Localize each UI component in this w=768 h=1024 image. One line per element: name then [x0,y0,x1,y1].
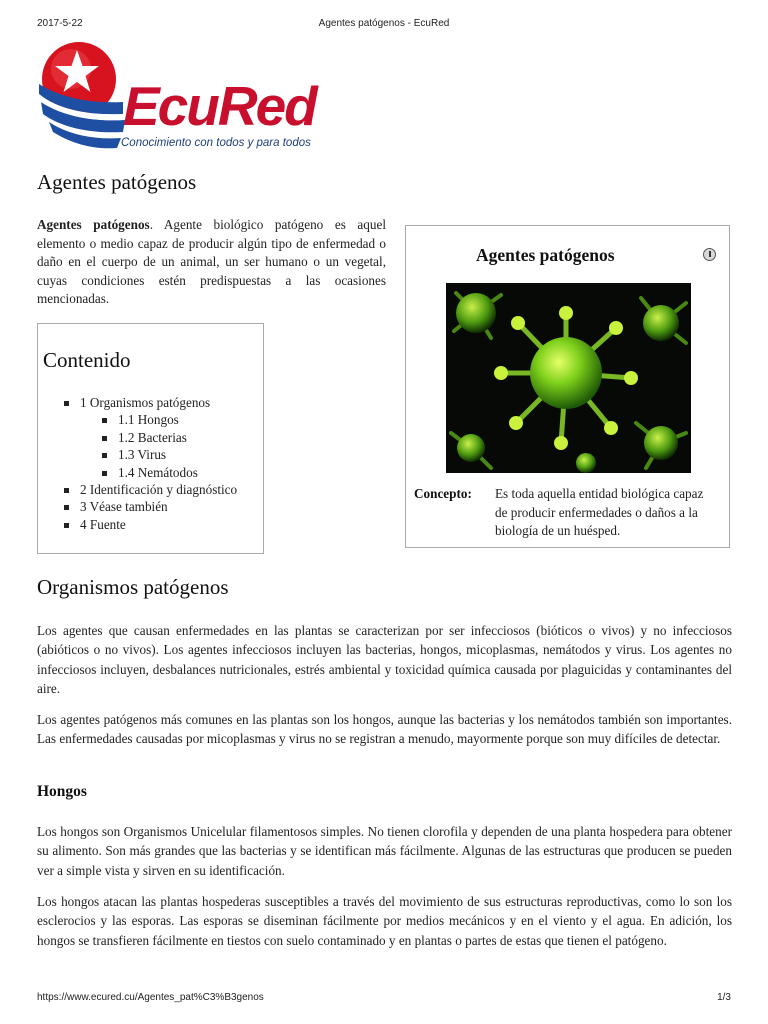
cuban-flag-sphere-icon [37,36,132,154]
infobox-title: Agentes patógenos [476,245,615,265]
infobox-concept-value: Es toda aquella entidad biológica capaz de producir enfermedades o daños a la biología de un huésped. [495,486,704,538]
virus-image[interactable] [446,283,691,473]
toc-item-hongos[interactable]: 1.1 Hongos [102,411,237,428]
toc-item-nematodos[interactable]: 1.4 Nemátodos [102,464,237,481]
section-title-organismos: Organismos patógenos [37,575,229,599]
page-title: Agentes patógenos [37,170,197,194]
table-of-contents [37,323,264,554]
infobox [405,225,730,548]
paragraph-hongos-2: Los hongos atacan las plantas hospederas susceptibles a través del movimiento de sus estructuras reproductivas, como lo son los esclerocios y las esporas. Las esporas se diseminan fácilmente por medios mecánicos y en el viento y el agua. En adición, los hongos se transfieren fácilmente en tiestos con suelo contaminado y en plantas o partes de estas que tienen el patógeno. [37,894,732,948]
logo-tagline: Conocimiento con todos y para todos [121,137,311,149]
virus-illustration [446,283,691,473]
intro-text: . Agente biológico patógeno es aquel elemento o medio capaz de producir algún tipo de enfermedad o daño en el cuerpo de un animal, un ser humano o un vegetal, cuyas condiciones estén predispuestas a las ocasiones mencionadas. [37,217,386,306]
infobox-concept-label: Concepto: [414,486,472,501]
print-date: 2017-5-22 [37,18,83,29]
toc-item-vease[interactable]: 3 Véase también [64,498,237,515]
info-icon[interactable] [703,248,716,261]
print-page-title: Agentes patógenos - EcuRed [318,18,450,29]
toc-title: Contenido [43,348,131,372]
toc-item-label[interactable]: 1 Organismos patógenos [80,395,211,410]
intro-bold-term: Agentes patógenos [37,217,150,232]
toc-list [64,394,237,533]
paragraph-hongos-1: Los hongos son Organismos Unicelular filamentosos simples. No tienen clorofila y dependen de una planta hospedera para obtener su alimento. Son más grandes que las bacterias y se identifican más fácilmente. Algunas de las estructuras que producen se pueden ver a simple vista y sirven en su identificación. [37,824,732,878]
intro-paragraph [37,216,386,309]
toc-sublist [102,411,237,481]
print-page-number: 1/3 [717,992,731,1003]
toc-item-organismos[interactable] [64,394,237,481]
toc-item-bacterias[interactable]: 1.2 Bacterias [102,429,237,446]
toc-item-virus[interactable]: 1.3 Virus [102,446,237,463]
toc-item-fuente[interactable]: 4 Fuente [64,516,237,533]
paragraph-organismos-1: Los agentes que causan enfermedades en las plantas se caracterizan por ser infecciosos (bióticos o vivos) y no infecciosos (abióticos o no vivos). Los agentes infecciosos incluyen las bacterias, hongos, micoplasmas, nemátodos y virus. Los agentes no infecciosos incluyen, desbalances nutricionales, estrés ambiental y toxicidad química causada por plaguicidas y contaminantes del aire. [37,623,732,696]
logo-wordmark: EcuRed [123,75,316,137]
print-url[interactable]: https://www.ecured.cu/Agentes_pat%C3%B3genos [37,992,264,1003]
paragraph-organismos-2: Los agentes patógenos más comunes en las plantas son los hongos, aunque las bacterias y los nemátodos también son importantes. Las enfermedades causadas por micoplasmas y virus no se registran a menudo, mayormente porque son muy difíciles de detectar. [37,712,732,747]
toc-item-identificacion[interactable]: 2 Identificación y diagnóstico [64,481,237,498]
section-title-hongos: Hongos [37,783,87,800]
ecured-logo[interactable] [37,36,337,154]
